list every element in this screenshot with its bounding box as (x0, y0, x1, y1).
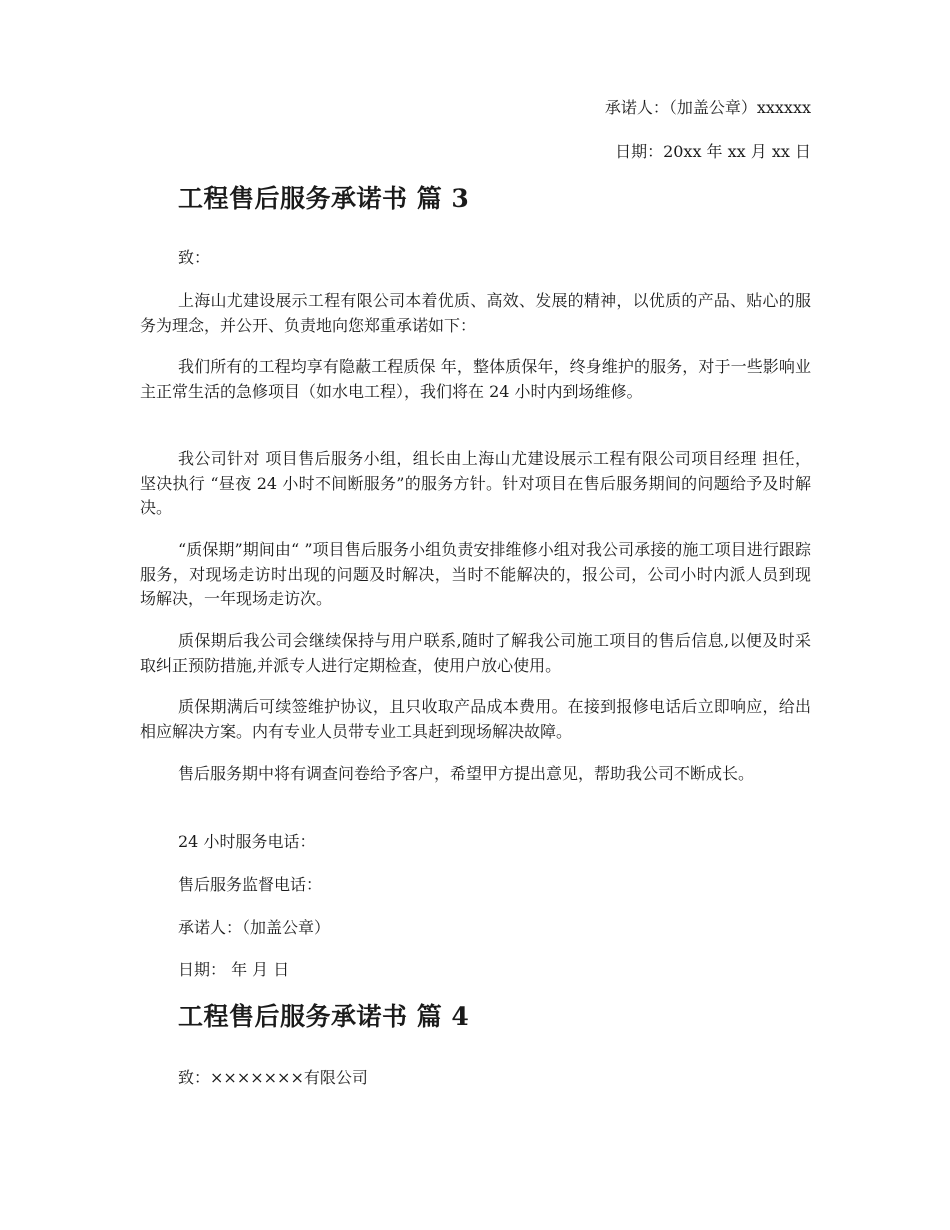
section4-salutation: 致：×××××××有限公司 (178, 1068, 368, 1087)
service-hotline-line: 24 小时服务电话： (178, 832, 316, 851)
section3-paragraph-5: 质保期后我公司会继续保持与用户联系,随时了解我公司施工项目的售后信息,以便及时采取纠正预防措施,并派专人进行定期检查，使用户放心使用。 (140, 631, 811, 675)
supervision-phone-line: 售后服务监督电话： (178, 875, 323, 894)
section3-paragraph-4: “质保期”期间由“ ”项目售后服务小组负责安排维修小组对我公司承接的施工项目进行跟踪服务，对现场走访时出现的问题及时解决，当时不能解决的，报公司，公司小时内派人员到现场解决，一年现场走访次。 (140, 540, 811, 608)
document-page (140, 0, 811, 1230)
section3-paragraph-2: 我们所有的工程均享有隐蔽工程质保 年，整体质保年，终身维护的服务，对于一些影响业主正常生活的急修项目（如水电工程），我们将在 24 小时内到场维修。 (140, 357, 811, 401)
top-signer-line: 承诺人：（加盖公章）xxxxxx (604, 98, 811, 117)
section4-title: 工程售后服务承诺书 篇 4 (178, 1002, 470, 1031)
section3-paragraph-7: 售后服务期中将有调查问卷给予客户，希望甲方提出意见，帮助我公司不断成长。 (178, 764, 755, 783)
section3-signer-line: 承诺人：（加盖公章） (178, 918, 331, 937)
section3-paragraph-3: 我公司针对 项目售后服务小组，组长由上海山尤建设展示工程有限公司项目经理 担任，坚决执行 “昼夜 24 小时不间断服务”的服务方针。针对项目在售后服务期间的问题给予及时解决。 (140, 449, 811, 517)
section3-paragraph-6: 质保期满后可续签维护协议，且只收取产品成本费用。在接到报修电话后立即响应，给出相应解决方案。内有专业人员带专业工具赶到现场解决故障。 (140, 697, 811, 741)
top-date-line: 日期：20xx 年 xx 月 xx 日 (615, 142, 811, 161)
section3-date-line: 日期： 年 月 日 (178, 960, 290, 979)
section3-salutation: 致： (178, 248, 211, 267)
section3-title: 工程售后服务承诺书 篇 3 (178, 184, 470, 213)
section3-paragraph-1: 上海山尤建设展示工程有限公司本着优质、高效、发展的精神，以优质的产品、贴心的服务为理念，并公开、负责地向您郑重承诺如下： (140, 291, 811, 335)
